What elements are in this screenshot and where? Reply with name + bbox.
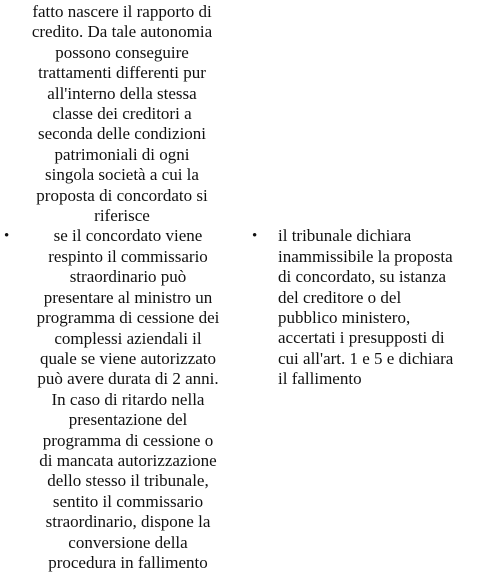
text-line: possono conseguire — [55, 42, 189, 62]
text-line: quale se viene autorizzato — [39, 348, 217, 368]
text-line: se il concordato viene — [53, 226, 203, 246]
text-line: respinto il commissario — [48, 246, 208, 266]
text-line: può avere durata di 2 anni. — [37, 369, 219, 389]
text-line: classe dei creditori a — [52, 104, 192, 124]
text-line: il tribunale dichiara — [278, 226, 412, 246]
text-line: di concordato, su istanza — [278, 267, 447, 287]
text-line: riferisce — [94, 206, 150, 226]
text-line: di mancata autorizzazione — [39, 450, 217, 470]
text-line: pubblico ministero, — [278, 308, 411, 328]
text-line: In caso di ritardo nella — [51, 389, 205, 409]
text-line: procedura in fallimento — [48, 552, 208, 572]
left-bullet-text — [4, 226, 240, 573]
text-line: patrimoniali di ogni — [54, 144, 190, 164]
right-bullet-text — [248, 226, 474, 389]
text-line: cui all'art. 1 e 5 e dichiara — [278, 348, 454, 368]
text-line: fatto nascere il rapporto di — [32, 2, 212, 21]
text-line: conversione della — [68, 532, 188, 552]
text-line: dello stesso il tribunale, — [47, 471, 209, 491]
right-bullet-item — [248, 226, 474, 389]
text-line: proposta di concordato si — [36, 185, 208, 205]
text-line: complessi aziendali il — [54, 328, 202, 348]
text-line: programma di cessione o — [42, 430, 214, 450]
text-line: del creditore o del — [278, 287, 402, 307]
text-line: il fallimento — [278, 369, 362, 389]
right-column — [248, 2, 474, 390]
bullet-icon: • — [252, 228, 258, 245]
text-line: programma di cessione dei — [36, 308, 220, 328]
text-line: accertati i presupposti di — [278, 328, 445, 348]
text-line: singola società a cui la — [45, 165, 199, 185]
right-column-spacer — [248, 2, 474, 226]
text-line: inammissibile la proposta — [278, 246, 453, 266]
text-line: credito. Da tale autonomia — [31, 22, 213, 42]
text-line: presentare al ministro un — [43, 287, 213, 307]
text-line: all'interno della stessa — [47, 83, 197, 103]
left-column — [4, 2, 240, 573]
text-line: straordinario, dispone la — [45, 512, 211, 532]
left-continuation-paragraph — [4, 2, 240, 226]
left-bullet-item — [4, 226, 240, 573]
text-line: seconda delle condizioni — [37, 124, 207, 144]
text-line: straordinario può — [69, 267, 187, 287]
text-line: presentazione del — [68, 410, 188, 430]
text-line: sentito il commissario — [52, 491, 204, 511]
text-line: trattamenti differenti pur — [38, 63, 206, 83]
bullet-icon: • — [4, 228, 10, 245]
